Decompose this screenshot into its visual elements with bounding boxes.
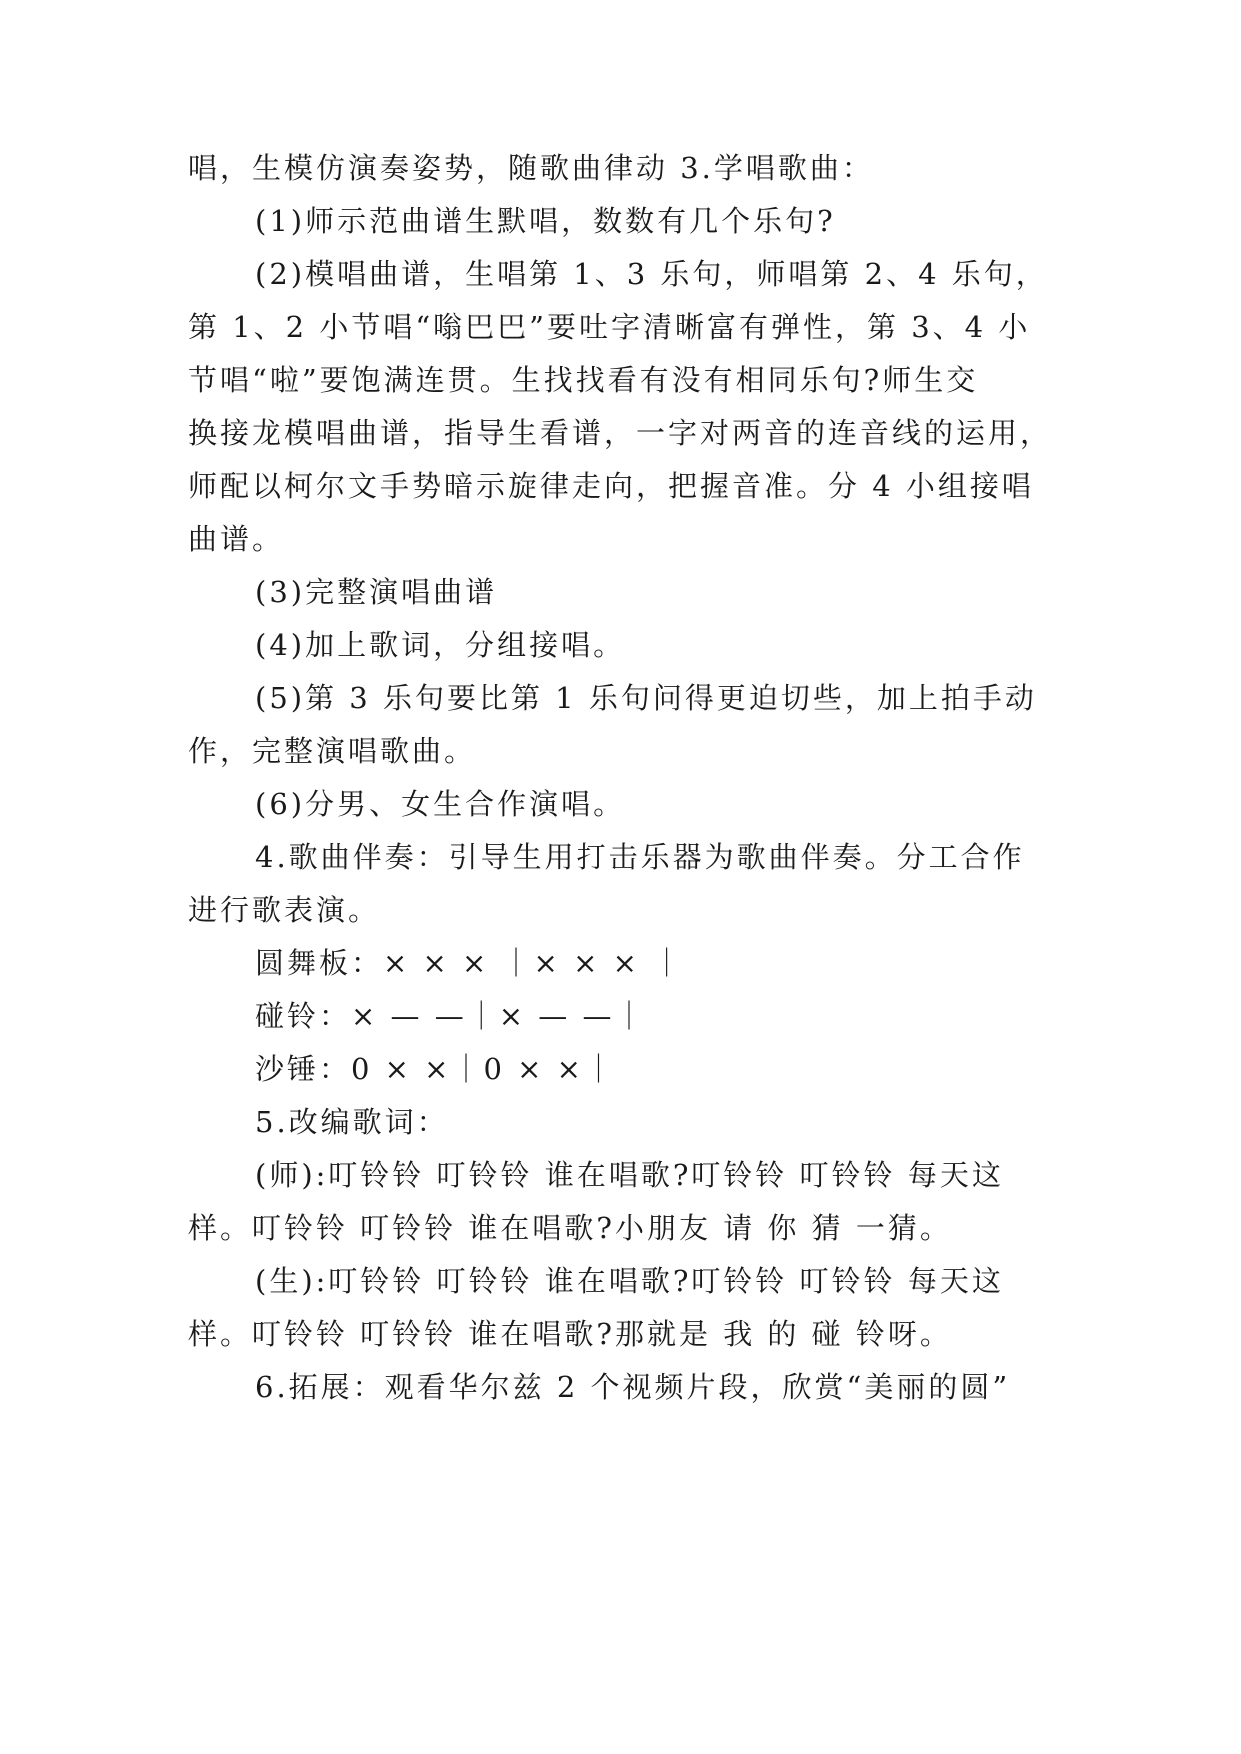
text-line: 样。叮铃铃 叮铃铃 谁在唱歌?小朋友 请 你 猜 一猜。 [188,1211,952,1245]
text-line: 进行歌表演。 [188,893,381,927]
text-line: 5.改编歌词： [255,1105,449,1139]
text-line: 曲谱。 [188,522,285,556]
text-line: (1)师示范曲谱生默唱，数数有几个乐句? [255,204,836,238]
text-line: 节唱“啦”要饱满连贯。生找找看有没有相同乐句?师生交 [188,363,979,397]
text-line: (3)完整演唱曲谱 [255,575,498,609]
text-line: 4.歌曲伴奏：引导生用打击乐器为歌曲伴奏。分工合作 [255,840,1025,874]
text-line: 唱，生模仿演奏姿势，随歌曲律动 3.学唱歌曲： [188,151,874,185]
text-line: 第 1、2 小节唱“嗡巴巴”要吐字清晰富有弹性，第 3、4 小 [188,310,1031,344]
text-line: 样。叮铃铃 叮铃铃 谁在唱歌?那就是 我 的 碰 铃呀。 [188,1317,952,1351]
text-line: (生):叮铃铃 叮铃铃 谁在唱歌?叮铃铃 叮铃铃 每天这 [255,1264,1004,1298]
rhythm-line-bell: 碰铃：× — —｜× — —｜ [255,999,647,1033]
text-line: (4)加上歌词，分组接唱。 [255,628,626,662]
text-line: 6.拓展：观看华尔兹 2 个视频片段，欣赏“美丽的圆” [255,1370,1011,1404]
text-line: (师):叮铃铃 叮铃铃 谁在唱歌?叮铃铃 叮铃铃 每天这 [255,1158,1004,1192]
text-line: 换接龙模唱曲谱，指导生看谱，一字对两音的连音线的运用， [188,416,1053,450]
text-line: (6)分男、女生合作演唱。 [255,787,626,821]
text-line: (5)第 3 乐句要比第 1 乐句问得更迫切些，加上拍手动 [255,681,1037,715]
rhythm-line-round-clapper: 圆舞板：× × × ｜× × × ｜ [255,946,685,980]
rhythm-line-maracas: 沙锤：0 × ×｜0 × ×｜ [255,1052,616,1086]
text-line: (2)模唱曲谱，生唱第 1、3 乐句，师唱第 2、4 乐句， [255,257,1048,291]
text-line: 师配以柯尔文手势暗示旋律走向，把握音准。分 4 小组接唱 [188,469,1034,503]
text-line: 作，完整演唱歌曲。 [188,734,477,768]
